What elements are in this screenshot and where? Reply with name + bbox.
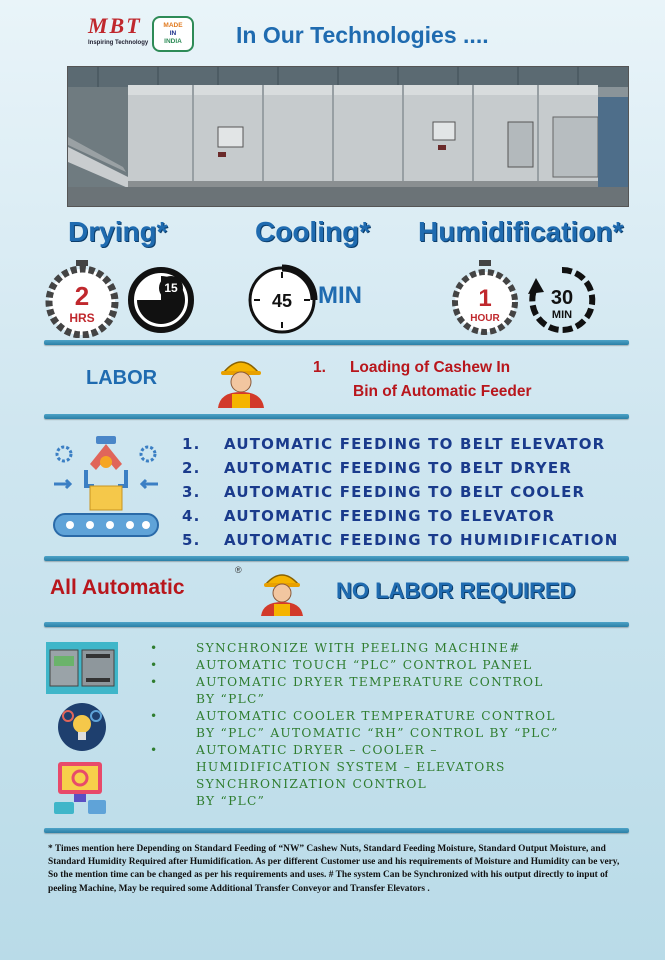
divider [44,414,629,419]
feature-line: AUTOMATIC DRYER – COOLER – [196,743,438,757]
registered-mark: ® [235,565,242,575]
labor-step-number: 1. [313,359,326,376]
all-automatic-label: All Automatic [50,576,185,599]
stopwatch-icon [42,258,122,338]
bullet-icon: • [150,709,159,723]
computer-settings-icon [52,758,108,814]
divider [44,622,629,627]
logo-text: MBT [88,13,142,38]
labor-step [313,356,532,404]
timer-value: 15 [164,281,178,295]
stopwatch-icon [448,258,522,338]
company-logo [88,14,152,52]
item-number: 2. [182,459,201,477]
list-item [150,742,559,810]
made-in-india-badge [152,16,194,52]
item-number: 5. [182,531,201,549]
item-text: AUTOMATIC FEEDING TO BELT ELEVATOR [224,435,606,453]
footnote: * Times mention here Depending on Standard Feeding of “NW” Cashew Nuts, Standard Feeding Moisture, Standard Output Moisture, and Standard Humidity Required after Humidification. As per different Customer use and his requirements of Moisture and Humidity can be very, So the mention time can be changed as per his requirements and uses. # The system Can be Synchronized with his output directly to input of peeling Machine, May be required some Additional Transfer Conveyor and Transfer Elevators . [48,844,620,894]
list-item [182,528,618,552]
list-item [182,504,618,528]
list-item [150,708,559,742]
divider [44,340,629,345]
bullet-icon: • [150,658,159,672]
timer-unit: HRS [69,311,95,325]
timer-value: 1 [478,285,492,312]
divider [44,828,629,833]
item-number: 1. [182,435,201,453]
worker-icon [212,352,270,408]
badge-line-1: MADE [163,22,183,29]
feature-line: SYNCHRONIZATION CONTROL [196,777,428,791]
list-item [150,657,559,674]
feature-line: BY “PLC” [196,692,266,706]
timer-unit: MIN [551,309,573,321]
list-item [182,456,618,480]
process-label-cooling: Cooling* [255,216,371,247]
feature-line: BY “PLC” [196,794,266,808]
lightbulb-gear-icon [52,702,112,752]
timer-value: 45 [271,291,293,311]
item-number: 3. [182,483,201,501]
timer-unit: MIN [318,282,362,309]
labor-step-line2: Bin of Automatic Feeder [353,383,532,400]
list-item [182,432,618,456]
labor-label: LABOR [86,367,158,389]
list-item [150,640,559,657]
bullet-icon: • [150,743,159,757]
badge-line-2: IN [169,30,177,37]
bullet-icon: • [150,675,159,689]
feature-line: BY “PLC” AUTOMATIC “RH” CONTROL BY “PLC” [196,726,559,740]
feature-line: AUTOMATIC COOLER TEMPERATURE CONTROL [196,709,556,723]
divider [44,556,629,561]
no-labor-required: NO LABOR REQUIRED [336,578,576,603]
timer-value: 30 [550,287,574,309]
badge-line-3: INDIA [164,38,182,45]
process-label-humidification: Humidification* [418,216,624,247]
item-text: AUTOMATIC FEEDING TO BELT DRYER [224,459,573,477]
list-item [182,480,618,504]
feature-line: SYNCHRONIZE WITH PEELING MACHINE# [196,641,521,655]
robot-arm-conveyor-icon [50,434,162,544]
feature-line: AUTOMATIC DRYER TEMPERATURE CONTROL [196,675,544,689]
worker-icon [256,566,308,616]
bullet-icon: • [150,641,159,655]
item-number: 4. [182,507,201,525]
feature-line: AUTOMATIC TOUCH “PLC” CONTROL PANEL [196,658,533,672]
machine-illustration [68,67,629,207]
timer-value: 2 [74,281,90,311]
page-title: In Our Technologies .... [236,22,489,48]
labor-step-line1: Loading of Cashew In [349,359,511,376]
automation-list [182,432,618,552]
item-text: AUTOMATIC FEEDING TO HUMIDIFICATION [224,531,619,549]
list-item [150,674,559,708]
process-label-drying: Drying* [68,216,168,247]
timer-unit: HOUR [470,313,500,324]
industrial-dryer-machine-photo [67,66,629,207]
countdown-timer-icon [524,258,600,338]
feature-line: HUMIDIFICATION SYSTEM – ELEVATORS [196,760,506,774]
timer-45-icon [242,258,322,338]
clock-quarter-icon [126,258,196,338]
plc-controller-icon [46,642,118,694]
feature-list [150,640,559,810]
item-text: AUTOMATIC FEEDING TO ELEVATOR [224,507,556,525]
logo-tagline: Inspiring Technology [88,40,149,46]
item-text: AUTOMATIC FEEDING TO BELT COOLER [224,483,586,501]
